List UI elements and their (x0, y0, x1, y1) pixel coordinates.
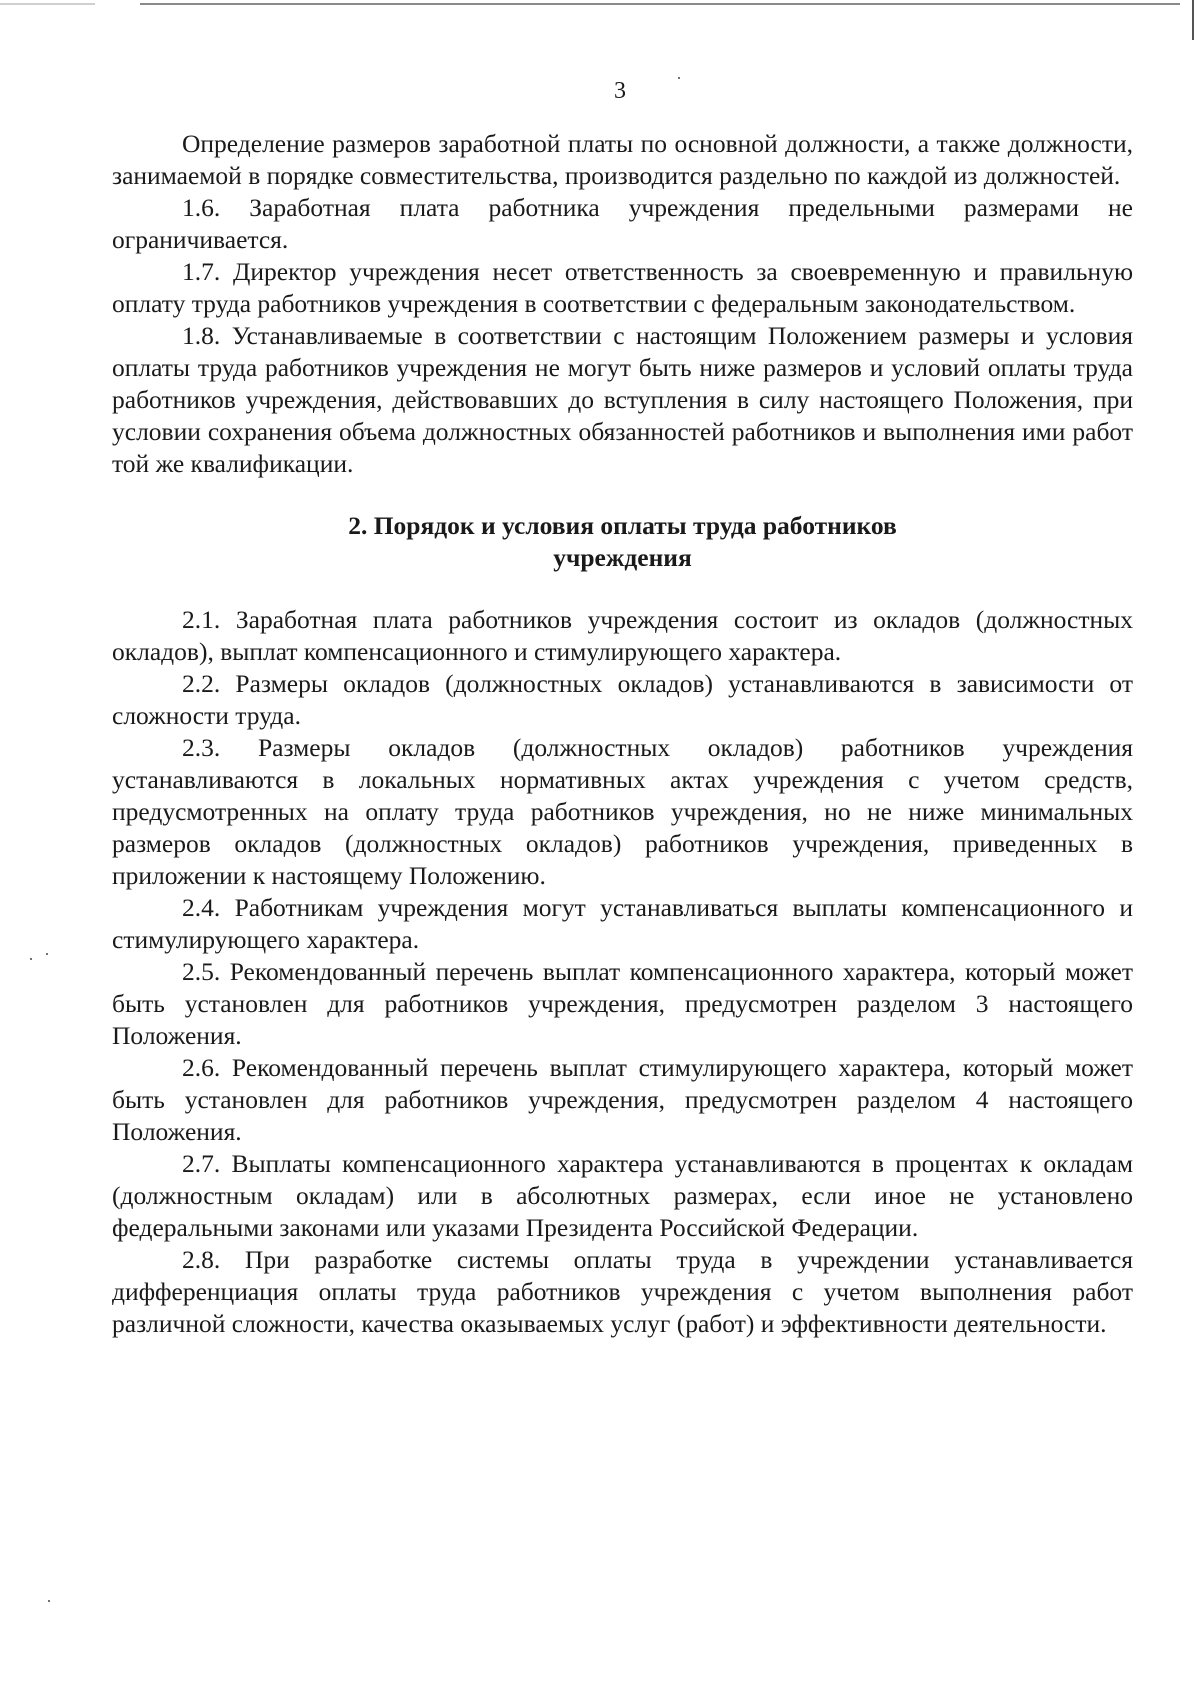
paragraph: 2.2. Размеры окладов (должностных окладов) устанавливаются в зависимости от сложности труда. (112, 669, 1133, 730)
paragraph: 1.7. Директор учреждения несет ответственность за своевременную и правильную оплату труда работников учреждения в соответствии с федеральным законодательством. (112, 257, 1133, 318)
paragraph: 2.5. Рекомендованный перечень выплат компенсационного характера, который может быть установлен для работников учреждения, предусмотрен разделом 3 настоящего Положения. (112, 957, 1133, 1050)
scan-speck (46, 953, 48, 955)
paragraph: 2.6. Рекомендованный перечень выплат стимулирующего характера, который может быть установлен для работников учреждения, предусмотрен разделом 4 настоящего Положения. (112, 1053, 1133, 1146)
paragraph: 2.7. Выплаты компенсационного характера устанавливаются в процентах к окладам (должностным окладам) или в абсолютных размерах, если иное не установлено федеральными законами или указами Президента Российской Федерации. (112, 1149, 1133, 1242)
scan-speck (30, 958, 32, 960)
section-heading-line: учреждения (553, 543, 692, 572)
scan-edge-mark (1192, 0, 1194, 40)
document-body (112, 128, 1133, 1340)
paragraph: 1.6. Заработная плата работника учреждения предельными размерами не ограничивается. (112, 193, 1133, 254)
paragraph: 2.1. Заработная плата работников учреждения состоит из окладов (должностных окладов), выплат компенсационного и стимулирующего характера. (112, 605, 1133, 666)
section-heading-line: 2. Порядок и условия оплаты труда работников (348, 511, 897, 540)
paragraph: 2.3. Размеры окладов (должностных окладов) работников учреждения устанавливаются в локальных нормативных актах учреждения с учетом средств, предусмотренных на оплату труда работников учреждения, но не ниже минимальных размеров окладов (должностных окладов) работников учреждения, приведенных в приложении к настоящему Положению. (112, 733, 1133, 890)
scan-speck (678, 77, 680, 79)
paragraph: Определение размеров заработной платы по основной должности, а также должности, занимаемой в порядке совместительства, производится раздельно по каждой из должностей. (112, 129, 1133, 190)
paragraph: 2.8. При разработке системы оплаты труда в учреждении устанавливается дифференциация оплаты труда работников учреждения с учетом выполнения работ различной сложности, качества оказываемых услуг (работ) и эффективности деятельности. (112, 1245, 1133, 1338)
page-number: 3 (614, 78, 626, 104)
paragraph: 1.8. Устанавливаемые в соответствии с настоящим Положением размеры и условия оплаты труда работников учреждения не могут быть ниже размеров и условий оплаты труда работников учреждения, действовавших до вступления в силу настоящего Положения, при условии сохранения объема должностных обязанностей работников и выполнения ими работ той же квалификации. (112, 321, 1133, 478)
scan-speck (48, 1600, 50, 1602)
section-heading (112, 510, 1133, 574)
paragraph: 2.4. Работникам учреждения могут устанавливаться выплаты компенсационного и стимулирующего характера. (112, 893, 1133, 954)
scan-edge-line (0, 3, 1180, 5)
